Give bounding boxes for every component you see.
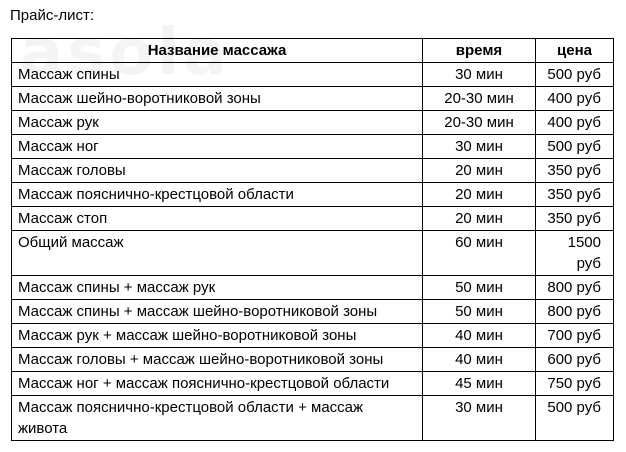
table-row <box>12 396 614 441</box>
row-price: 800 руб <box>536 300 614 324</box>
row-name: Массаж ног + массаж пояснично-крестцовой области <box>12 372 423 396</box>
row-price: 750 руб <box>536 372 614 396</box>
page-caption: Прайс-лист: <box>10 7 95 24</box>
table-row <box>12 300 614 324</box>
header-name: Название массажа <box>12 39 423 63</box>
row-name: Массаж рук <box>12 111 423 135</box>
row-name: Общий массаж <box>12 231 423 276</box>
table-row <box>12 324 614 348</box>
table-row <box>12 135 614 159</box>
row-name: Массаж шейно-воротниковой зоны <box>12 87 423 111</box>
row-price: 350 руб <box>536 183 614 207</box>
row-name: Массаж головы + массаж шейно-воротниковой зоны <box>12 348 423 372</box>
price-table <box>11 38 614 441</box>
table-row <box>12 183 614 207</box>
row-price: 600 руб <box>536 348 614 372</box>
row-price: 350 руб <box>536 159 614 183</box>
table-row <box>12 87 614 111</box>
table-row <box>12 63 614 87</box>
table-row <box>12 348 614 372</box>
row-name: Массаж головы <box>12 159 423 183</box>
row-time: 20 мин <box>423 183 536 207</box>
row-price: 1500 руб <box>536 231 614 276</box>
row-time: 20-30 мин <box>423 111 536 135</box>
row-name: Массаж ног <box>12 135 423 159</box>
table-row <box>12 372 614 396</box>
row-name: Массаж спины <box>12 63 423 87</box>
row-name: Массаж стоп <box>12 207 423 231</box>
row-price: 500 руб <box>536 135 614 159</box>
row-time: 50 мин <box>423 300 536 324</box>
row-time: 20 мин <box>423 159 536 183</box>
row-name: Массаж пояснично-крестцовой области + массаж живота <box>12 396 423 441</box>
row-time: 40 мин <box>423 324 536 348</box>
table-row <box>12 111 614 135</box>
row-time: 20 мин <box>423 207 536 231</box>
header-time: время <box>423 39 536 63</box>
row-time: 60 мин <box>423 231 536 276</box>
row-time: 30 мин <box>423 135 536 159</box>
row-time: 30 мин <box>423 63 536 87</box>
row-name: Массаж пояснично-крестцовой области <box>12 183 423 207</box>
row-price: 350 руб <box>536 207 614 231</box>
row-name: Массаж рук + массаж шейно-воротниковой зоны <box>12 324 423 348</box>
table-header-row <box>12 39 614 63</box>
row-price: 500 руб <box>536 396 614 441</box>
row-price: 700 руб <box>536 324 614 348</box>
row-name: Массаж спины + массаж шейно-воротниковой зоны <box>12 300 423 324</box>
table-row <box>12 159 614 183</box>
row-price: 400 руб <box>536 87 614 111</box>
table-row <box>12 276 614 300</box>
row-price: 400 руб <box>536 111 614 135</box>
row-time: 45 мин <box>423 372 536 396</box>
table-row <box>12 231 614 276</box>
row-time: 50 мин <box>423 276 536 300</box>
row-time: 20-30 мин <box>423 87 536 111</box>
row-time: 40 мин <box>423 348 536 372</box>
row-price: 800 руб <box>536 276 614 300</box>
table-row <box>12 207 614 231</box>
row-price: 500 руб <box>536 63 614 87</box>
row-time: 30 мин <box>423 396 536 441</box>
header-price: цена <box>536 39 614 63</box>
row-name: Массаж спины + массаж рук <box>12 276 423 300</box>
